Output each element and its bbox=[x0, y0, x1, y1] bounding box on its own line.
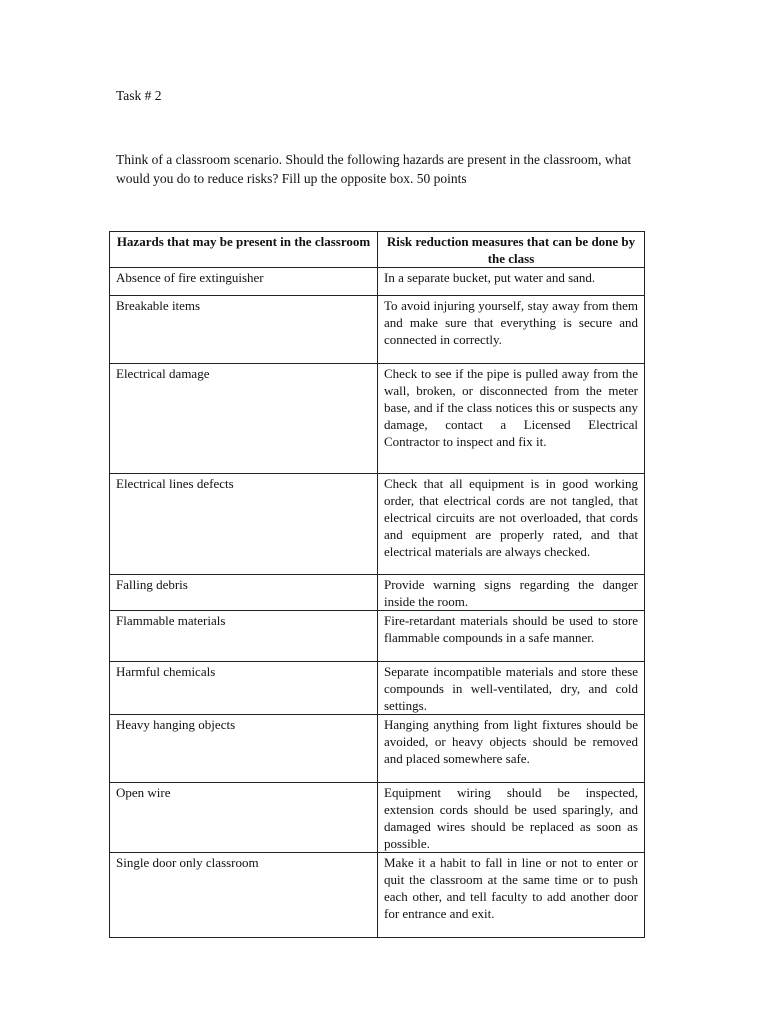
hazards-table bbox=[109, 231, 645, 938]
table-row bbox=[110, 575, 645, 611]
measure-cell: In a separate bucket, put water and sand. bbox=[378, 268, 645, 296]
hazard-cell: Falling debris bbox=[110, 575, 378, 611]
task-title: Task # 2 bbox=[116, 88, 162, 103]
table-row bbox=[110, 611, 645, 662]
hazard-cell: Flammable materials bbox=[110, 611, 378, 662]
hazard-cell: Electrical lines defects bbox=[110, 474, 378, 575]
measure-cell: Fire-retardant materials should be used to store flammable compounds in a safe manner. bbox=[378, 611, 645, 662]
hazard-cell: Electrical damage bbox=[110, 364, 378, 474]
measure-cell: Provide warning signs regarding the danger inside the room. bbox=[378, 575, 645, 611]
header-hazard: Hazards that may be present in the classroom bbox=[110, 232, 378, 268]
measure-cell: Separate incompatible materials and store these compounds in well-ventilated, dry, and cold settings. bbox=[378, 662, 645, 715]
table-row bbox=[110, 474, 645, 575]
table-row bbox=[110, 268, 645, 296]
hazard-cell: Absence of fire extinguisher bbox=[110, 268, 378, 296]
table-row bbox=[110, 853, 645, 938]
table-header-row bbox=[110, 232, 645, 268]
measure-cell: Check to see if the pipe is pulled away from the wall, broken, or disconnected from the meter base, and if the class notices this or suspects any damage, contact a Licensed Electrical Contractor to inspect and fix it. bbox=[378, 364, 645, 474]
table-row bbox=[110, 783, 645, 853]
hazard-cell: Harmful chemicals bbox=[110, 662, 378, 715]
table-row bbox=[110, 715, 645, 783]
hazard-cell: Open wire bbox=[110, 783, 378, 853]
header-measure: Risk reduction measures that can be done by the class bbox=[378, 232, 645, 268]
hazard-cell: Single door only classroom bbox=[110, 853, 378, 938]
instructions-paragraph: Think of a classroom scenario. Should the following hazards are present in the classroom, what would you do to reduce risks? Fill up the opposite box. 50 points bbox=[116, 152, 632, 186]
hazard-cell: Breakable items bbox=[110, 296, 378, 364]
measure-cell: To avoid injuring yourself, stay away from them and make sure that everything is secure and connected in correctly. bbox=[378, 296, 645, 364]
hazard-cell: Heavy hanging objects bbox=[110, 715, 378, 783]
table-row bbox=[110, 662, 645, 715]
table-row bbox=[110, 364, 645, 474]
measure-cell: Equipment wiring should be inspected, extension cords should be used sparingly, and damaged wires should be replaced as soon as possible. bbox=[378, 783, 645, 853]
table-row bbox=[110, 296, 645, 364]
measure-cell: Hanging anything from light fixtures should be avoided, or heavy objects should be removed and placed somewhere safe. bbox=[378, 715, 645, 783]
measure-cell: Check that all equipment is in good working order, that electrical cords are not tangled, that electrical circuits are not overloaded, that cords and equipment are properly rated, and that electrical materials are always checked. bbox=[378, 474, 645, 575]
measure-cell: Make it a habit to fall in line or not to enter or quit the classroom at the same time or to push each other, and tell faculty to add another door for entrance and exit. bbox=[378, 853, 645, 938]
